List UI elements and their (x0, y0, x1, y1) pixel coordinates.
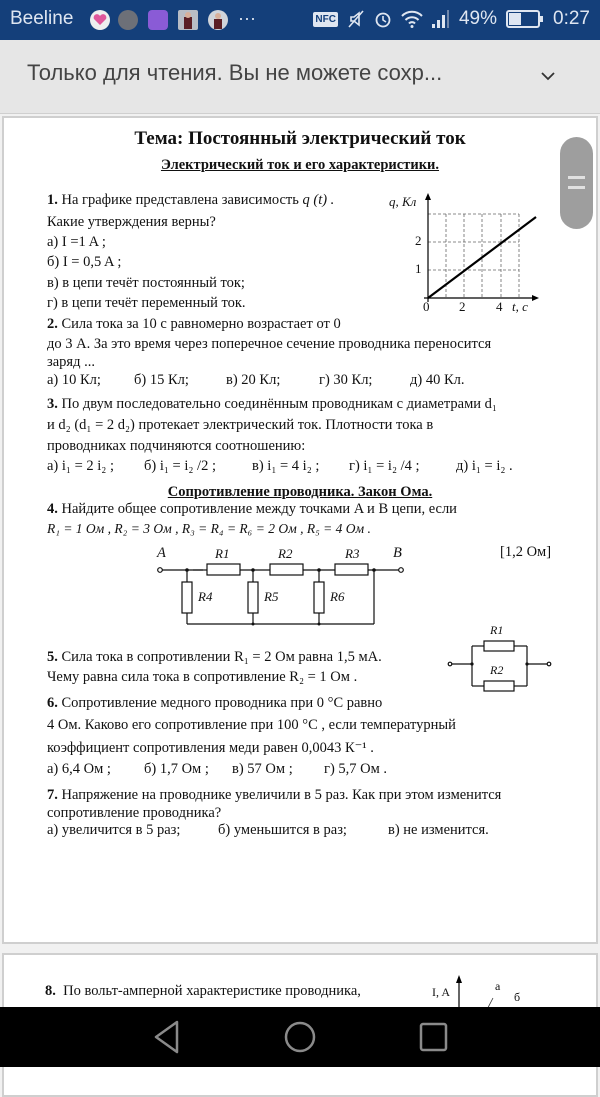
graph-q-vs-t (384, 190, 554, 315)
question-1: 1. На графике представлена зависимость q (t) . (47, 192, 335, 208)
question-7: 7. Напряжение на проводнике увеличили в 5 раз. Как при этом изменится (47, 787, 502, 803)
recents-icon[interactable] (419, 1022, 449, 1052)
document-page-1 (2, 116, 598, 944)
question-3-line3: проводниках подчиняются соотношению: (47, 438, 306, 454)
readonly-banner[interactable] (0, 40, 600, 114)
wifi-icon (401, 10, 423, 28)
question-4-answer: [1,2 Ом] (500, 544, 552, 560)
option-1a: а) I =1 A ; (47, 234, 106, 250)
option-1c: в) в цепи течёт постоянный ток; (47, 275, 245, 291)
heart-app-icon (90, 10, 110, 30)
option-1b: б) I = 0,5 A ; (47, 254, 122, 270)
option-2c: в) 20 Кл; (226, 372, 281, 388)
back-icon[interactable] (152, 1020, 182, 1054)
question-4-values: R₁ = 1 Ом , R₂ = 3 Ом , R₃ = R₄ = R₆ = 2 Ом , R₅ = 4 Ом . (47, 521, 371, 536)
node-a-label: A (157, 545, 166, 561)
drag-handle-icon (568, 186, 585, 189)
alarm-icon (374, 10, 392, 28)
question-6-line2: 4 Ом. Каково его сопротивление при 100 °С , если температурный (47, 717, 456, 733)
x-tick-0: 0 (423, 299, 430, 314)
gallery-app-icon (148, 10, 168, 30)
option-3d: г) i₁ = i₂ /4 ; (349, 458, 420, 474)
option-6c: в) 57 Ом ; (232, 761, 293, 777)
contact-avatar-2-icon (208, 10, 228, 30)
question-6: 6. Сопротивление медного проводника при 0 °С равно (47, 695, 383, 711)
node-b-label: B (393, 545, 402, 561)
status-bar (0, 0, 600, 40)
option-3c: в) i₁ = 4 i₂ ; (252, 458, 320, 474)
question-3: 3. По двум последовательно соединённым проводникам с диаметрами d₁ (47, 396, 497, 412)
r1-label: R1 (215, 546, 230, 561)
curve-b-label: б (514, 990, 521, 1004)
question-2: 2. Сила тока за 10 с равномерно возрастает от 0 (47, 316, 341, 332)
y-tick-1: 1 (415, 261, 422, 276)
question-8: 8. По вольт-амперной характеристике проводника, (45, 983, 361, 999)
readonly-message: Только для чтения. Вы не можете сохр... (27, 60, 443, 85)
r2-label: R2 (278, 546, 293, 561)
q5-r1-label: R1 (490, 623, 504, 637)
drag-handle-icon (568, 176, 585, 179)
option-3a: а) i₁ = 2 i₂ ; (47, 458, 115, 474)
graph-x-label: t, с (512, 299, 528, 314)
option-3e: д) i₁ = i₂ . (456, 458, 513, 474)
option-7a: а) увеличится в 5 раз; (47, 822, 181, 838)
question-2-line2: до 3 А. За это время через поперечное сечение проводника переносится (47, 336, 492, 352)
option-6a: а) 6,4 Ом ; (47, 761, 111, 777)
x-tick-4: 4 (496, 299, 503, 314)
home-icon[interactable] (283, 1020, 317, 1054)
question-6-line3: коэффициент сопротивления меди равен 0,0043 К⁻¹ . (47, 740, 374, 756)
contact-avatar-icon (118, 10, 138, 30)
question-4: 4. Найдите общее сопротивление между точками A и B цепи, если (47, 501, 457, 517)
contact-photo-icon (178, 10, 198, 30)
mute-icon (347, 10, 365, 28)
more-icon: ··· (238, 8, 256, 28)
option-7c: в) не изменится. (388, 822, 489, 838)
y-tick-2: 2 (415, 233, 422, 248)
option-1d: г) в цепи течёт переменный ток. (47, 295, 246, 311)
nfc-icon: NFC (315, 13, 336, 25)
option-7b: б) уменьшится в раз; (218, 822, 347, 838)
graph-y-label: q, Кл (389, 194, 417, 209)
circuit-diagram-q5 (447, 623, 557, 696)
carrier-name: Beeline (10, 8, 74, 29)
question-7-line2: сопротивление проводника? (47, 805, 222, 821)
option-2e: д) 40 Кл. (410, 372, 465, 388)
question-2-line3: заряд ... (47, 354, 95, 370)
option-2d: г) 30 Кл; (319, 372, 373, 388)
option-2a: а) 10 Кл; (47, 372, 101, 388)
battery-icon (506, 10, 540, 28)
clock: 0:27 (553, 8, 590, 29)
page-title: Тема: Постоянный электрический ток (134, 128, 466, 149)
r4-label: R4 (198, 589, 213, 604)
circuit-diagram-q4 (149, 543, 419, 633)
iv-axis-label: I, A (432, 985, 450, 999)
section-heading-current: Электрический ток и его характеристики. (160, 157, 440, 173)
curve-a-label: а (495, 979, 501, 993)
navigation-bar (0, 1007, 600, 1067)
question-1-prompt: Какие утверждения верны? (47, 214, 216, 230)
chevron-down-icon[interactable] (536, 64, 560, 88)
question-5-line2: Чему равна сила тока в сопротивление R₂ = 1 Ом . (47, 669, 358, 685)
option-6b: б) 1,7 Ом ; (144, 761, 209, 777)
x-tick-2: 2 (459, 299, 466, 314)
option-3b: б) i₁ = i₂ /2 ; (144, 458, 216, 474)
r3-label: R3 (345, 546, 360, 561)
signal-icon (432, 10, 450, 28)
option-6d: г) 5,7 Ом . (324, 761, 388, 777)
scroll-handle[interactable] (560, 137, 593, 229)
r5-label: R5 (264, 589, 279, 604)
option-2b: б) 15 Кл; (134, 372, 189, 388)
question-3-line2: и d₂ (d₁ = 2 d₂) протекает электрический ток. Плотности тока в (47, 417, 434, 433)
question-5: 5. Сила тока в сопротивлении R₁ = 2 Ом равна 1,5 мА. (47, 649, 382, 665)
battery-percent: 49% (458, 8, 498, 29)
section-heading-resistance: Сопротивление проводника. Закон Ома. (167, 484, 433, 500)
q5-r2-label: R2 (490, 663, 504, 677)
r6-label: R6 (330, 589, 345, 604)
